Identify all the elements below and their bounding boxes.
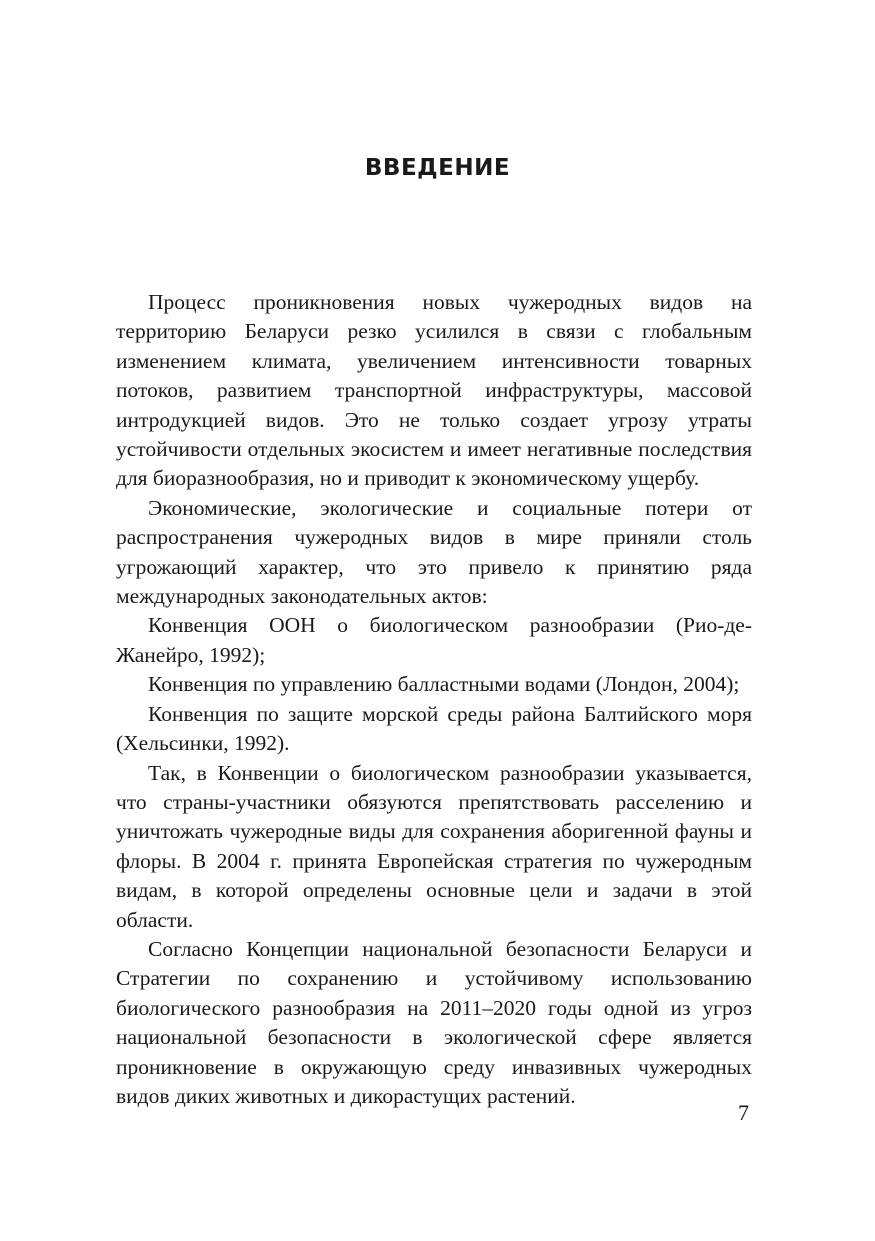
paragraph-losses: Экономические, экологические и социальные потери от распространения чужеродных видов в мире приняли столь угрожающий характер, что это привело к принятию ряда международных законодательных актов: <box>116 495 752 609</box>
page-title: ВВЕДЕНИЕ <box>364 155 511 181</box>
paragraph-convention-ballast: Конвенция по управлению балластными водами (Лондон, 2004); <box>148 672 740 697</box>
paragraph-intro: Процесс проникновения новых чужеродных видов на территорию Беларуси резко усилился в связи с глобальным изменением климата, увеличением интенсивности товарных потоков, развитием транспортной инфраструктуры, массовой интродукцией видов. Это не только создает угрозу утраты устойчивости отдельных экосистем и имеет негативные последствия для биоразнообразия, но и приводит к экономическому ущербу. <box>116 290 752 491</box>
paragraph-convention-obligations: Так, в Конвенции о биологическом разнообразии указывается, что страны-участники обязуются препятствовать расселению и уничтожать чужеродные виды для сохранения аборигенной фауны и флоры. В 2004 г. принята Европейская стратегия по чужеродным видам, в которой определены основные цели и задачи в этой области. <box>116 760 752 932</box>
paragraph-national-security: Согласно Концепции национальной безопасности Беларуси и Стратегии по сохранению и устойчивому использованию биологического разнообразия на 2011–2020 годы одной из угроз национальной безопасности в экологической сфере является проникновение в окружающую среду инвазивных чужеродных видов диких животных и дикорастущих растений. <box>116 936 752 1108</box>
paragraph-convention-baltic: Конвенция по защите морской среды района Балтийского моря (Хельсинки, 1992). <box>116 701 752 756</box>
paragraph-convention-biodiversity: Конвенция ООН о биологическом разнообразии (Рио-де-Жанейро, 1992); <box>116 613 752 667</box>
page-number: 7 <box>738 1100 749 1125</box>
body-text <box>116 288 752 1111</box>
